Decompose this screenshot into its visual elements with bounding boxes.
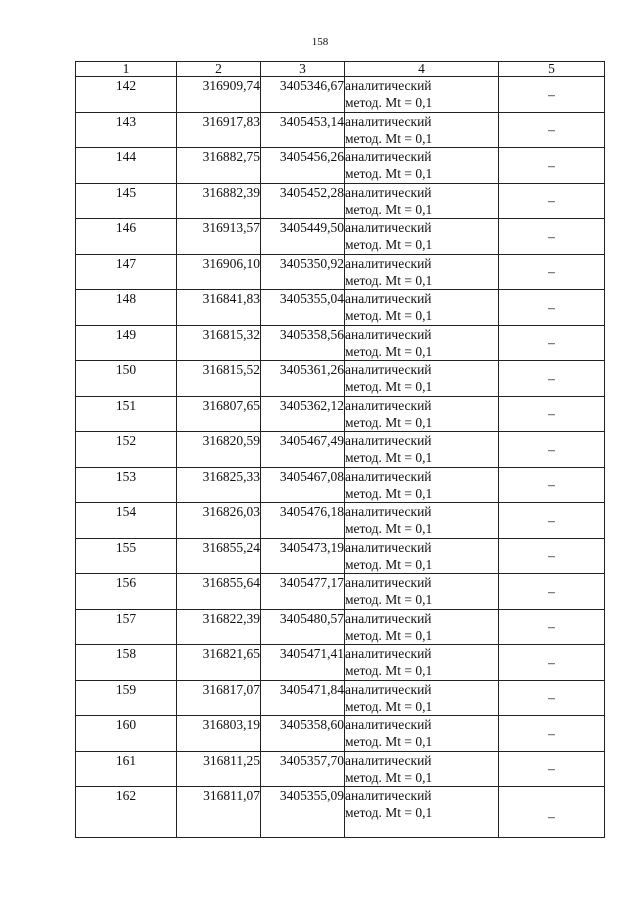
y-coordinate-cell: 3405471,84 — [261, 680, 345, 716]
point-number-cell: 151 — [76, 396, 177, 432]
method-cell — [345, 787, 499, 838]
method-text: метод. Mt = 0,1 — [345, 698, 433, 714]
x-coordinate-cell: 316811,25 — [177, 751, 261, 787]
method-text: аналитический — [345, 468, 432, 484]
method-cell — [345, 219, 499, 255]
method-text: метод. Mt = 0,1 — [345, 237, 433, 252]
point-number-cell: 146 — [76, 219, 177, 255]
column-5-cell: – — [499, 467, 605, 503]
y-coordinate-cell: 3405467,08 — [261, 467, 345, 503]
method-cell — [345, 112, 499, 148]
point-number-cell: 152 — [76, 432, 177, 468]
table-row — [76, 77, 605, 113]
column-header-2: 2 — [177, 62, 261, 77]
method-cell — [345, 574, 499, 610]
y-coordinate-cell: 3405453,14 — [261, 112, 345, 148]
method-text: аналитический — [345, 78, 432, 93]
method-text: аналитический — [345, 397, 432, 413]
column-5-cell: – — [499, 148, 605, 184]
method-cell — [345, 77, 499, 113]
x-coordinate-cell: 316820,59 — [177, 432, 261, 468]
method-cell — [345, 645, 499, 681]
table-row — [76, 254, 605, 290]
table-row — [76, 787, 605, 838]
x-coordinate-cell: 316841,83 — [177, 290, 261, 326]
y-coordinate-cell: 3405358,60 — [261, 716, 345, 752]
x-coordinate-cell: 316882,75 — [177, 148, 261, 184]
point-number-cell: 154 — [76, 503, 177, 539]
column-5-cell: – — [499, 361, 605, 397]
column-5-cell: – — [499, 112, 605, 148]
x-coordinate-cell: 316855,64 — [177, 574, 261, 610]
table-row — [76, 219, 605, 255]
point-number-cell: 159 — [76, 680, 177, 716]
table-row — [76, 680, 605, 716]
x-coordinate-cell: 316882,39 — [177, 183, 261, 219]
column-header-1: 1 — [76, 62, 177, 77]
method-cell — [345, 183, 499, 219]
column-5-cell: – — [499, 787, 605, 838]
point-number-cell: 160 — [76, 716, 177, 752]
y-coordinate-cell: 3405456,26 — [261, 148, 345, 184]
method-cell — [345, 432, 499, 468]
method-cell — [345, 361, 499, 397]
table-row — [76, 396, 605, 432]
table-row — [76, 361, 605, 397]
method-text: метод. Mt = 0,1 — [345, 343, 433, 359]
x-coordinate-cell: 316811,07 — [177, 787, 261, 838]
column-5-cell: – — [499, 432, 605, 468]
table-row — [76, 645, 605, 681]
method-text: метод. Mt = 0,1 — [345, 592, 433, 607]
method-cell — [345, 325, 499, 361]
point-number-cell: 157 — [76, 609, 177, 645]
method-text: аналитический — [345, 433, 432, 448]
method-text: аналитический — [345, 575, 432, 590]
method-text: аналитический — [345, 504, 432, 519]
point-number-cell: 148 — [76, 290, 177, 326]
method-text: аналитический — [345, 113, 432, 129]
column-5-cell: – — [499, 77, 605, 113]
point-number-cell: 145 — [76, 183, 177, 219]
y-coordinate-cell: 3405357,70 — [261, 751, 345, 787]
y-coordinate-cell: 3405480,57 — [261, 609, 345, 645]
column-5-cell: – — [499, 609, 605, 645]
y-coordinate-cell: 3405476,18 — [261, 503, 345, 539]
x-coordinate-cell: 316906,10 — [177, 254, 261, 290]
column-5-cell: – — [499, 254, 605, 290]
method-cell — [345, 254, 499, 290]
table-row — [76, 112, 605, 148]
y-coordinate-cell: 3405471,41 — [261, 645, 345, 681]
method-text: аналитический — [345, 362, 432, 377]
method-text: метод. Mt = 0,1 — [345, 627, 433, 643]
point-number-cell: 147 — [76, 254, 177, 290]
x-coordinate-cell: 316826,03 — [177, 503, 261, 539]
x-coordinate-cell: 316913,57 — [177, 219, 261, 255]
x-coordinate-cell: 316822,39 — [177, 609, 261, 645]
column-header-5: 5 — [499, 62, 605, 77]
column-header-4: 4 — [345, 62, 499, 77]
method-text: аналитический — [345, 326, 432, 342]
point-number-cell: 144 — [76, 148, 177, 184]
method-cell — [345, 396, 499, 432]
column-5-cell: – — [499, 503, 605, 539]
column-5-cell: – — [499, 751, 605, 787]
method-text: аналитический — [345, 220, 432, 235]
column-5-cell: – — [499, 219, 605, 255]
x-coordinate-cell: 316815,52 — [177, 361, 261, 397]
method-cell — [345, 148, 499, 184]
y-coordinate-cell: 3405362,12 — [261, 396, 345, 432]
page-number: 158 — [311, 36, 329, 48]
x-coordinate-cell: 316821,65 — [177, 645, 261, 681]
y-coordinate-cell: 3405355,04 — [261, 290, 345, 326]
method-text: метод. Mt = 0,1 — [345, 663, 433, 678]
column-5-cell: – — [499, 574, 605, 610]
method-text: аналитический — [345, 291, 432, 306]
method-text: аналитический — [345, 184, 432, 200]
x-coordinate-cell: 316803,19 — [177, 716, 261, 752]
table-row — [76, 183, 605, 219]
method-text: аналитический — [345, 646, 432, 661]
column-5-cell: – — [499, 538, 605, 574]
x-coordinate-cell: 316855,24 — [177, 538, 261, 574]
method-text: метод. Mt = 0,1 — [345, 805, 433, 820]
table-body — [76, 77, 605, 838]
header-row — [76, 62, 605, 77]
column-5-cell: – — [499, 290, 605, 326]
column-5-cell: – — [499, 396, 605, 432]
point-number-cell: 161 — [76, 751, 177, 787]
y-coordinate-cell: 3405361,26 — [261, 361, 345, 397]
point-number-cell: 153 — [76, 467, 177, 503]
method-text: метод. Mt = 0,1 — [345, 769, 433, 785]
method-text: метод. Mt = 0,1 — [345, 201, 433, 217]
table-row — [76, 290, 605, 326]
y-coordinate-cell: 3405358,56 — [261, 325, 345, 361]
point-number-cell: 155 — [76, 538, 177, 574]
column-5-cell: – — [499, 325, 605, 361]
method-cell — [345, 609, 499, 645]
column-5-cell: – — [499, 716, 605, 752]
coordinates-table — [75, 61, 605, 838]
y-coordinate-cell: 3405477,17 — [261, 574, 345, 610]
x-coordinate-cell: 316909,74 — [177, 77, 261, 113]
method-text: метод. Mt = 0,1 — [345, 556, 433, 572]
method-cell — [345, 290, 499, 326]
table-row — [76, 432, 605, 468]
method-text: аналитический — [345, 717, 432, 732]
y-coordinate-cell: 3405350,92 — [261, 254, 345, 290]
table-row — [76, 574, 605, 610]
method-text: метод. Mt = 0,1 — [345, 734, 433, 749]
column-5-cell: – — [499, 645, 605, 681]
y-coordinate-cell: 3405355,09 — [261, 787, 345, 838]
method-cell — [345, 538, 499, 574]
point-number-cell: 149 — [76, 325, 177, 361]
point-number-cell: 162 — [76, 787, 177, 838]
column-header-3: 3 — [261, 62, 345, 77]
method-text: аналитический — [345, 610, 432, 626]
point-number-cell: 143 — [76, 112, 177, 148]
y-coordinate-cell: 3405473,19 — [261, 538, 345, 574]
x-coordinate-cell: 316817,07 — [177, 680, 261, 716]
table-row — [76, 751, 605, 787]
x-coordinate-cell: 316917,83 — [177, 112, 261, 148]
table-row — [76, 467, 605, 503]
method-text: метод. Mt = 0,1 — [345, 379, 433, 394]
method-text: метод. Mt = 0,1 — [345, 485, 433, 501]
table-row — [76, 716, 605, 752]
y-coordinate-cell: 3405452,28 — [261, 183, 345, 219]
table-row — [76, 148, 605, 184]
method-text: аналитический — [345, 539, 432, 555]
method-text: метод. Mt = 0,1 — [345, 450, 433, 465]
method-text: аналитический — [345, 255, 432, 271]
table-header — [76, 62, 605, 77]
method-text: аналитический — [345, 149, 432, 164]
method-cell — [345, 716, 499, 752]
method-cell — [345, 751, 499, 787]
method-cell — [345, 680, 499, 716]
y-coordinate-cell: 3405449,50 — [261, 219, 345, 255]
table-row — [76, 609, 605, 645]
y-coordinate-cell: 3405467,49 — [261, 432, 345, 468]
x-coordinate-cell: 316815,32 — [177, 325, 261, 361]
column-5-cell: – — [499, 183, 605, 219]
method-text: метод. Mt = 0,1 — [345, 95, 433, 110]
point-number-cell: 156 — [76, 574, 177, 610]
method-cell — [345, 467, 499, 503]
method-text: метод. Mt = 0,1 — [345, 166, 433, 181]
x-coordinate-cell: 316825,33 — [177, 467, 261, 503]
method-text: аналитический — [345, 788, 432, 803]
column-5-cell: – — [499, 680, 605, 716]
method-text: метод. Mt = 0,1 — [345, 272, 433, 288]
y-coordinate-cell: 3405346,67 — [261, 77, 345, 113]
method-cell — [345, 503, 499, 539]
point-number-cell: 142 — [76, 77, 177, 113]
point-number-cell: 158 — [76, 645, 177, 681]
table-row — [76, 503, 605, 539]
table-row — [76, 325, 605, 361]
table-row — [76, 538, 605, 574]
x-coordinate-cell: 316807,65 — [177, 396, 261, 432]
method-text: аналитический — [345, 752, 432, 768]
method-text: метод. Mt = 0,1 — [345, 521, 433, 536]
method-text: метод. Mt = 0,1 — [345, 414, 433, 430]
method-text: аналитический — [345, 681, 432, 697]
point-number-cell: 150 — [76, 361, 177, 397]
method-text: метод. Mt = 0,1 — [345, 308, 433, 323]
method-text: метод. Mt = 0,1 — [345, 130, 433, 146]
